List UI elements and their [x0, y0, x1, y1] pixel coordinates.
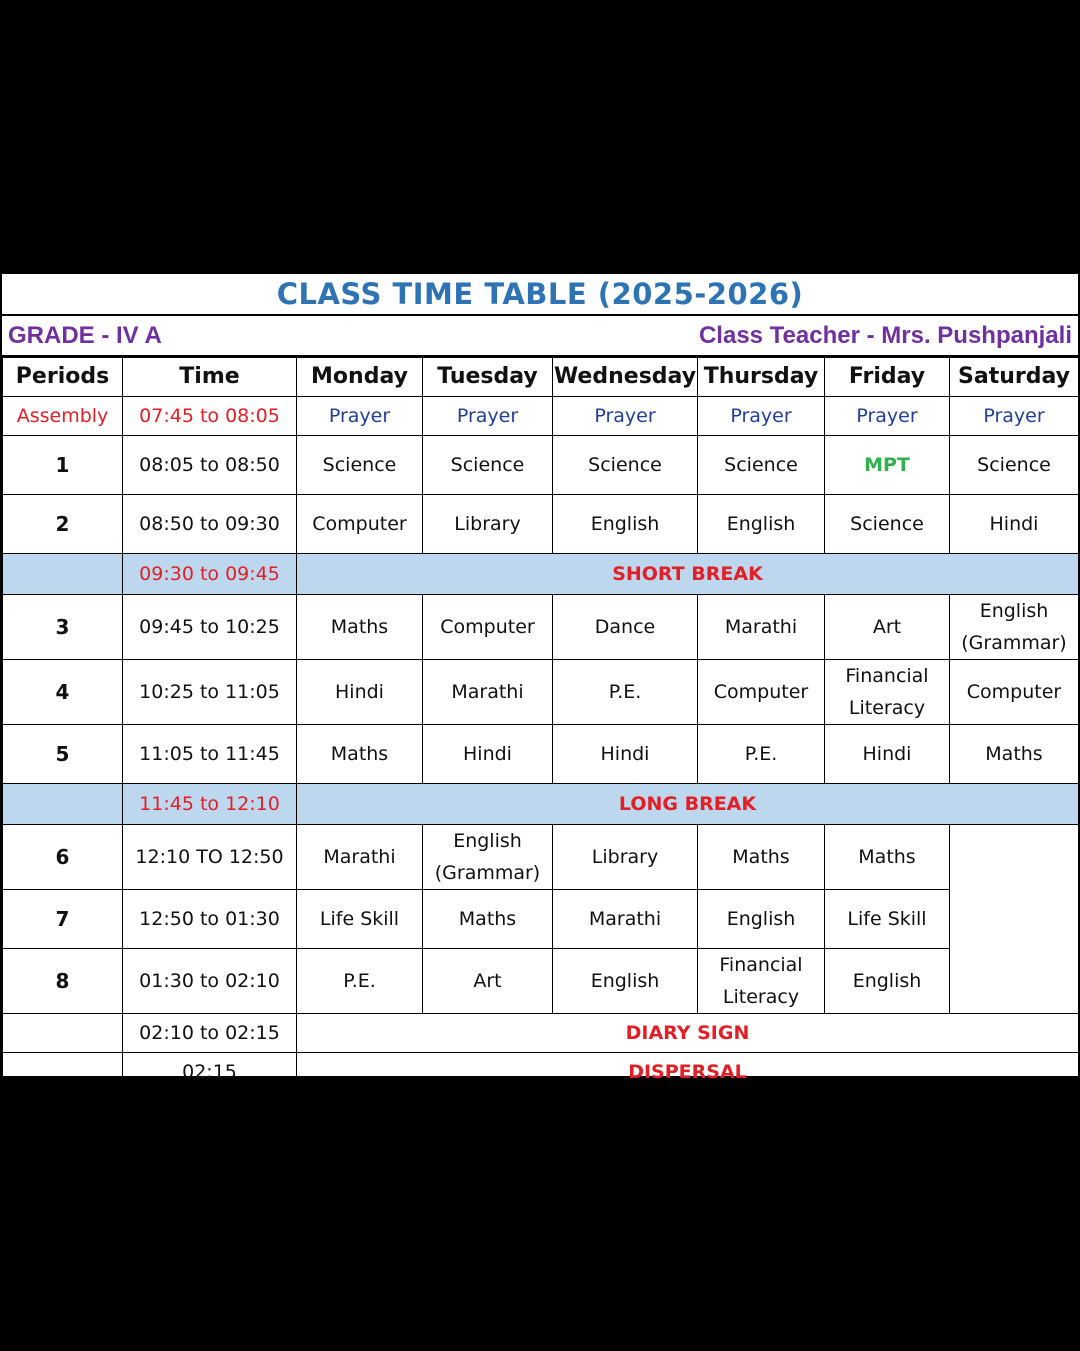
dispersal-row: [3, 1053, 1079, 1092]
subject-cell: Science: [553, 436, 698, 495]
break-time-cell: 09:30 to 09:45: [123, 554, 297, 595]
subject-cell: Life Skill: [297, 890, 423, 949]
time-cell: 12:10 TO 12:50: [123, 825, 297, 890]
time-cell: 11:05 to 11:45: [123, 725, 297, 784]
subject-cell: Prayer: [950, 397, 1079, 436]
footer-label-cell: DIARY SIGN: [297, 1014, 1079, 1053]
break-time-cell: 11:45 to 12:10: [123, 784, 297, 825]
teacher-label: Class Teacher - Mrs. Pushpanjali: [698, 321, 1072, 349]
subject-cell: Art: [825, 595, 950, 660]
subject-cell: Computer: [297, 495, 423, 554]
subject-cell: Hindi: [423, 725, 553, 784]
header-cell: Periods: [3, 358, 123, 397]
empty-cell: [950, 825, 1079, 1014]
subject-cell: Hindi: [950, 495, 1079, 554]
subject-cell: Hindi: [553, 725, 698, 784]
timetable-sheet: [2, 274, 1078, 1083]
subject-cell: English: [825, 949, 950, 1014]
empty-cell: [3, 554, 123, 595]
subject-cell: Computer: [698, 660, 825, 725]
period-row: [3, 595, 1079, 660]
time-cell: 01:30 to 02:10: [123, 949, 297, 1014]
subject-cell: Science: [297, 436, 423, 495]
diary-sign-row: [3, 1014, 1079, 1053]
subject-cell: Prayer: [698, 397, 825, 436]
break-label-cell: SHORT BREAK: [297, 554, 1079, 595]
subject-cell: Science: [423, 436, 553, 495]
meta-row: [2, 316, 1078, 357]
header-cell: Tuesday: [423, 358, 553, 397]
period-cell: 4: [3, 660, 123, 725]
time-cell: 10:25 to 11:05: [123, 660, 297, 725]
subject-cell: Computer: [423, 595, 553, 660]
time-cell: 12:50 to 01:30: [123, 890, 297, 949]
time-cell: 07:45 to 08:05: [123, 397, 297, 436]
period-cell: 1: [3, 436, 123, 495]
subject-cell: Maths: [297, 725, 423, 784]
subject-cell: Marathi: [698, 595, 825, 660]
subject-cell: Hindi: [825, 725, 950, 784]
period-cell: 3: [3, 595, 123, 660]
subject-cell: Hindi: [297, 660, 423, 725]
period-cell: 2: [3, 495, 123, 554]
subject-cell: P.E.: [297, 949, 423, 1014]
grade-label: GRADE - IV A: [8, 321, 162, 349]
period-row: [3, 890, 1079, 949]
subject-cell: Art: [423, 949, 553, 1014]
subject-cell: Prayer: [423, 397, 553, 436]
period-row: [3, 825, 1079, 890]
empty-cell: [3, 1053, 123, 1092]
subject-cell: Financial Literacy: [698, 949, 825, 1014]
header-cell: Time: [123, 358, 297, 397]
subject-cell: Dance: [553, 595, 698, 660]
subject-cell: Library: [553, 825, 698, 890]
subject-cell: English: [553, 495, 698, 554]
subject-cell: Library: [423, 495, 553, 554]
time-cell: 02:15: [123, 1053, 297, 1092]
subject-cell: English: [698, 890, 825, 949]
period-row: [3, 660, 1079, 725]
subject-cell: Maths: [297, 595, 423, 660]
subject-cell: Maths: [698, 825, 825, 890]
time-cell: 08:50 to 09:30: [123, 495, 297, 554]
empty-cell: [3, 784, 123, 825]
header-row: [3, 358, 1079, 397]
subject-cell: Science: [825, 495, 950, 554]
period-row: [3, 436, 1079, 495]
subject-cell: Maths: [950, 725, 1079, 784]
subject-cell: Prayer: [297, 397, 423, 436]
short-break-row: [3, 554, 1079, 595]
assembly-row: [3, 397, 1079, 436]
subject-cell: Prayer: [553, 397, 698, 436]
timetable: [2, 357, 1079, 1092]
period-row: [3, 725, 1079, 784]
subject-cell: English: [553, 949, 698, 1014]
subject-cell: English (Grammar): [950, 595, 1079, 660]
header-cell: Monday: [297, 358, 423, 397]
subject-cell: Maths: [825, 825, 950, 890]
subject-cell: Computer: [950, 660, 1079, 725]
subject-cell: MPT: [825, 436, 950, 495]
subject-cell: English (Grammar): [423, 825, 553, 890]
subject-cell: Science: [698, 436, 825, 495]
subject-cell: Life Skill: [825, 890, 950, 949]
empty-cell: [3, 1014, 123, 1053]
break-label-cell: LONG BREAK: [297, 784, 1079, 825]
subject-cell: Prayer: [825, 397, 950, 436]
subject-cell: Financial Literacy: [825, 660, 950, 725]
period-row: [3, 495, 1079, 554]
period-cell: 8: [3, 949, 123, 1014]
subject-cell: English: [698, 495, 825, 554]
footer-label-cell: DISPERSAL: [297, 1053, 1079, 1092]
subject-cell: P.E.: [698, 725, 825, 784]
subject-cell: Science: [950, 436, 1079, 495]
subject-cell: Marathi: [553, 890, 698, 949]
time-cell: 08:05 to 08:50: [123, 436, 297, 495]
header-cell: Saturday: [950, 358, 1079, 397]
subject-cell: Marathi: [297, 825, 423, 890]
period-cell: 6: [3, 825, 123, 890]
subject-cell: Marathi: [423, 660, 553, 725]
period-cell: 7: [3, 890, 123, 949]
page-title: CLASS TIME TABLE (2025-2026): [2, 274, 1078, 316]
period-row: [3, 949, 1079, 1014]
period-cell: Assembly: [3, 397, 123, 436]
header-cell: Friday: [825, 358, 950, 397]
subject-cell: Maths: [423, 890, 553, 949]
header-cell: Wednesday: [553, 358, 698, 397]
time-cell: 02:10 to 02:15: [123, 1014, 297, 1053]
long-break-row: [3, 784, 1079, 825]
time-cell: 09:45 to 10:25: [123, 595, 297, 660]
header-cell: Thursday: [698, 358, 825, 397]
period-cell: 5: [3, 725, 123, 784]
subject-cell: P.E.: [553, 660, 698, 725]
